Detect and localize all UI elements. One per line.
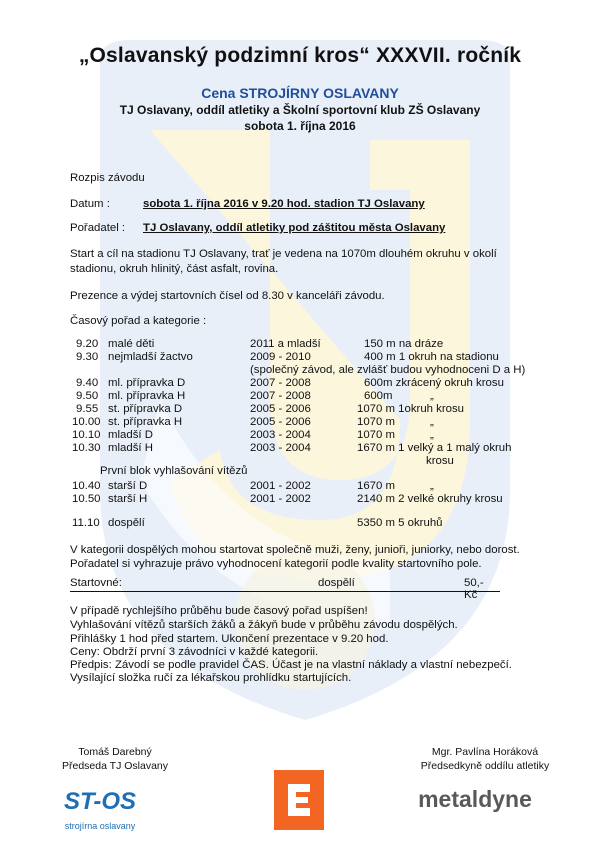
ditto-mark: „ <box>430 390 434 402</box>
svg-text:metaldyne: metaldyne <box>418 786 532 812</box>
schedule-time: 10.10 <box>72 429 101 441</box>
award-block: První blok vyhlašování vítězů <box>100 465 248 477</box>
schedule-years: 2003 - 2004 <box>250 429 311 441</box>
schedule-time: 9.50 <box>76 390 99 402</box>
info-line: Vysílající složka ručí za lékařskou prohlídku startujících. <box>70 672 352 684</box>
schedule-time: 9.40 <box>76 377 99 389</box>
schedule-category: starší H <box>108 493 148 505</box>
signature-name: Tomáš Darebný <box>78 746 152 758</box>
schedule-time: 9.55 <box>76 403 99 415</box>
schedule-category: starší D <box>108 480 148 492</box>
schedule-distance: 600m zkrácený okruh krosu <box>364 377 504 389</box>
schedule-years: 2009 - 2010 <box>250 351 311 363</box>
category-note-2: Pořadatel si vyhrazuje právo vyhodnocení kategorií podle kvality startovního pole. <box>70 558 482 570</box>
course-line-2: stadionu, okruh hlinitý, část asfalt, rovina. <box>70 263 279 275</box>
organizer-line: TJ Oslavany, oddíl atletiky a Školní sportovní klub ZŠ Oslavany <box>119 103 481 117</box>
schedule-distance: 1070 m <box>357 416 395 428</box>
schedule-distance: 400 m 1 okruh na stadionu <box>364 351 499 363</box>
fee-label: Startovné: <box>70 577 122 589</box>
signature-right <box>405 745 565 773</box>
schedule-category: mladší H <box>108 442 153 454</box>
schedule-distance: 600m <box>364 390 393 402</box>
schedule-note: (společný závod, ale zvlášť budou vyhodnoceni D a H) <box>250 364 526 376</box>
schedule-time: 10.30 <box>72 442 101 454</box>
organizer-label: Pořadatel : <box>70 222 126 234</box>
signature-name: Mgr. Pavlína Horáková <box>431 746 539 758</box>
schedule-category: st. přípravka D <box>108 403 183 415</box>
info-line: Přihlášky 1 hod před startem. Ukončení prezentace v 9.20 hod. <box>70 633 389 645</box>
fee-category: dospělí <box>318 577 355 589</box>
schedule-distance: 2140 m 2 velké okruhy krosu <box>357 493 503 505</box>
schedule-distance: 150 m na dráze <box>364 338 444 350</box>
schedule-category: mladší D <box>108 429 153 441</box>
schedule-category: ml. přípravka H <box>108 390 186 402</box>
schedule-time: 10.40 <box>72 480 101 492</box>
schedule-years: 2011 a mladší <box>250 338 321 350</box>
schedule-years: 2007 - 2008 <box>250 390 311 402</box>
schedule-category: ml. přípravka D <box>108 377 186 389</box>
date-label: Datum : <box>70 198 110 210</box>
schedule-years: 2005 - 2006 <box>250 416 311 428</box>
schedule-distance-cont: krosu <box>426 455 454 467</box>
schedule-time: 9.30 <box>76 351 99 363</box>
schedule-years: 2001 - 2002 <box>250 480 311 492</box>
metaldyne-logo <box>405 784 545 814</box>
ditto-mark: „ <box>430 480 434 492</box>
cez-logo <box>274 770 324 830</box>
schedule-time: 9.20 <box>76 338 99 350</box>
schedule-distance: 1070 m 1okruh krosu <box>357 403 465 415</box>
prize-title: Cena STROJÍRNY OSLAVANY <box>201 85 399 101</box>
schedule-time: 11.10 <box>72 517 100 529</box>
schedule-time: 10.00 <box>72 416 101 428</box>
schedule-distance: 1670 m <box>357 480 395 492</box>
info-line: Vyhlašování vítězů starších žáků a žákyň bude v průběhu závodu dospělých. <box>70 619 458 631</box>
schedule-category: nejmladší žactvo <box>108 351 193 363</box>
organizer-value: TJ Oslavany, oddíl atletiky pod záštitou města Oslavany <box>143 222 446 234</box>
schedule-years: 2003 - 2004 <box>250 442 311 454</box>
ditto-mark: „ <box>430 416 434 428</box>
stos-logo <box>50 785 150 829</box>
schedule-distance: 5350 m 5 okruhů <box>357 517 443 529</box>
schedule-time: 10.50 <box>72 493 101 505</box>
schedule-years: 2007 - 2008 <box>250 377 311 389</box>
stos-logo-subtitle: strojírna oslavany <box>64 821 136 831</box>
schedule-heading: Časový pořad a kategorie : <box>70 315 207 327</box>
svg-text:ST-OS: ST-OS <box>63 788 137 815</box>
signature-left <box>40 745 190 773</box>
ditto-mark: „ <box>430 429 434 441</box>
info-line: Předpis: Závodí se podle pravidel ČAS. Účast je na vlastní náklady a vlastní nebezpečí. <box>70 659 512 671</box>
schedule-years: 2005 - 2006 <box>250 403 311 415</box>
fee-underline <box>70 591 500 592</box>
signature-role: Předseda TJ Oslavany <box>61 760 169 772</box>
schedule-category: st. přípravka H <box>108 416 183 428</box>
schedule-distance: 1070 m <box>357 429 395 441</box>
info-line: V případě rychlejšího průběhu bude časový pořad uspíšen! <box>70 605 368 617</box>
fee-amount: 50,- Kč <box>464 577 484 601</box>
event-date: sobota 1. října 2016 <box>244 119 356 133</box>
schedule-category: malé děti <box>108 338 155 350</box>
schedule-years: 2001 - 2002 <box>250 493 311 505</box>
stos-logo-mark <box>50 785 150 815</box>
course-line-1: Start a cíl na stadionu TJ Oslavany, trať je vedena na 1070m dlouhém okruhu v okolí <box>70 248 497 260</box>
section-heading: Rozpis závodu <box>70 172 145 184</box>
info-line: Ceny: Obdrží první 3 závodníci v každé kategorii. <box>70 646 319 658</box>
signature-role: Předsedkyně oddílu atletiky <box>420 760 550 772</box>
date-value: sobota 1. října 2016 v 9.20 hod. stadion TJ Oslavany <box>143 198 425 210</box>
schedule-category: dospělí <box>108 517 145 529</box>
schedule-distance: 1670 m 1 velký a 1 malý okruh <box>357 442 512 454</box>
registration-text: Prezence a výdej startovních čísel od 8.30 v kanceláři závodu. <box>70 290 385 302</box>
page-title: „Oslavanský podzimní kros“ XXXVII. ročník <box>78 44 522 67</box>
category-note-1: V kategorii dospělých mohou startovat společně muži, ženy, junioři, juniorky, nebo dorost. <box>70 544 520 556</box>
